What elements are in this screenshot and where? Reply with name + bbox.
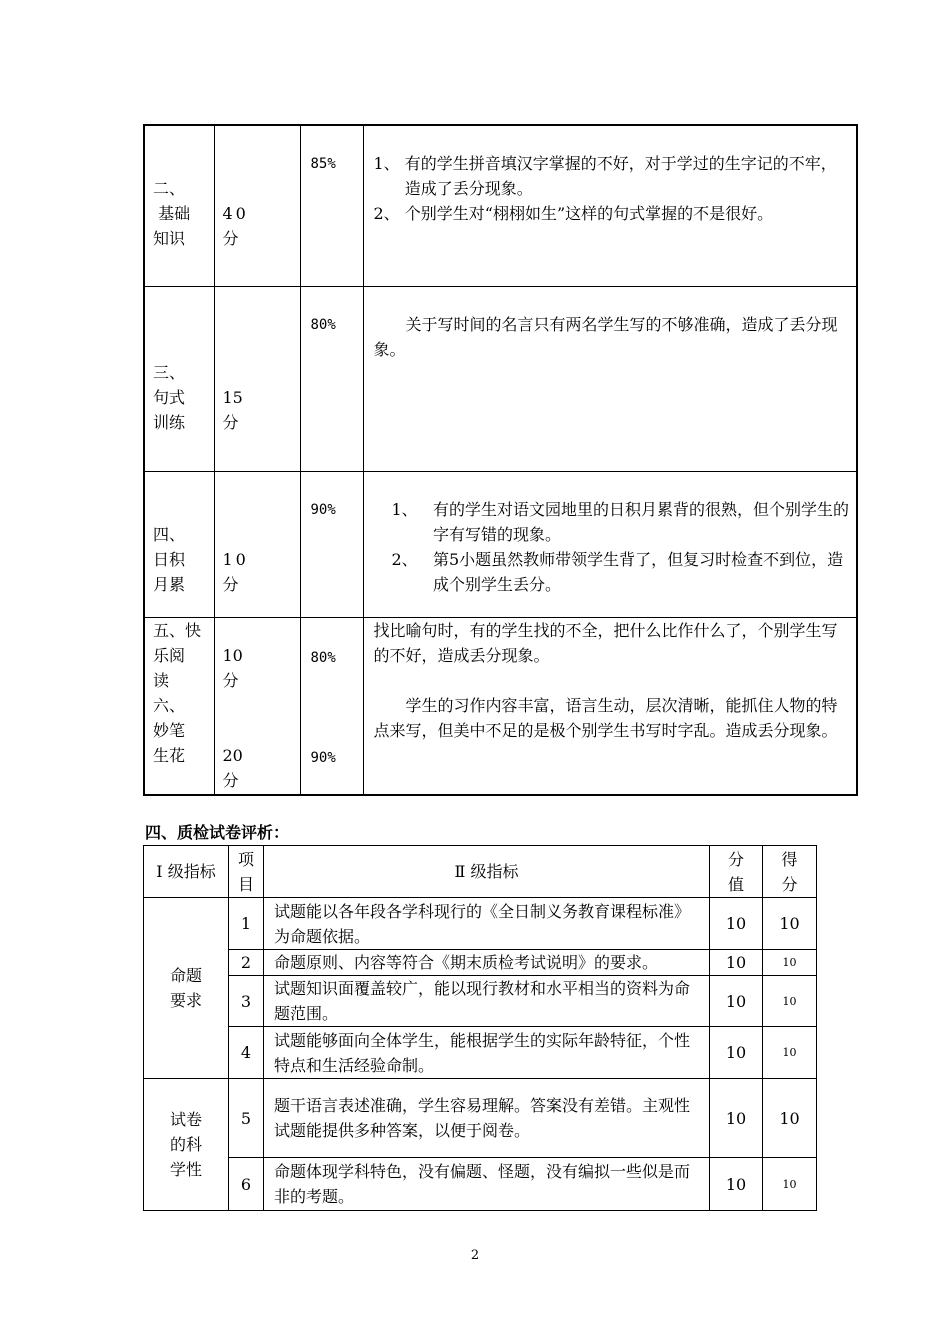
category-line: 知识 [153, 229, 186, 248]
table-header-row [144, 846, 817, 898]
category-line: 六、 [153, 695, 186, 715]
score-line: 10 [222, 645, 243, 665]
table-row [144, 898, 817, 950]
comment-cell [363, 617, 857, 795]
score-value: 10 [763, 1027, 817, 1079]
score-line: 分 [222, 574, 239, 594]
criterion-text: 试题能以各年段各学科现行的《全日制义务教育课程标准》为命题依据。 [264, 898, 710, 950]
rate-value: 90% [310, 749, 336, 766]
criterion-text: 题干语言表述准确，学生容易理解。答案没有差错。主观性试题能提供多种答案，以便于阅卷。 [264, 1079, 710, 1158]
score-line: 分 [222, 670, 239, 690]
header-score: 得分 [763, 846, 817, 898]
evaluation-table [143, 845, 817, 1211]
category-line: 日积 [153, 549, 186, 569]
category-line: 读 [153, 670, 170, 690]
item-text: 个别学生对“栩栩如生”这样的句式掌握的不是很好。 [404, 204, 774, 223]
comment-item [374, 201, 851, 226]
item-text: 第5小题虽然教师带领学生背了，但复习时检查不到位，造成个别学生丢分。 [432, 549, 844, 594]
table-row [144, 1079, 817, 1158]
score-value: 10 [763, 976, 817, 1027]
analysis-table [143, 124, 858, 796]
item-number: 2、 [373, 204, 405, 223]
category-line: 生花 [153, 745, 186, 765]
group-cell [144, 1079, 229, 1211]
points-value: 10 [710, 950, 763, 976]
table-row [144, 471, 857, 617]
rate-cell [300, 617, 363, 795]
item-number: 3 [229, 976, 264, 1027]
points-value: 10 [710, 1027, 763, 1079]
points-value: 10 [710, 1079, 763, 1158]
rate-value: 85% [310, 156, 336, 172]
header-item: 项目 [229, 846, 264, 898]
category-line: 四、 [153, 524, 186, 544]
comment-text: 关于写时间的名言只有两名学生写的不够准确，造成了丢分现象。 [373, 314, 838, 359]
group-name: 命题要求 [169, 966, 202, 1010]
comment-item [374, 151, 851, 201]
criterion-text: 试题能够面向全体学生，能根据学生的实际年龄特征，个性特点和生活经验命制。 [264, 1027, 710, 1079]
page-number: 2 [470, 1248, 480, 1263]
category-line: 三、 [153, 362, 186, 382]
score-cell [214, 125, 300, 286]
category-cell [144, 286, 214, 471]
item-number: 5 [229, 1079, 264, 1158]
category-cell [144, 125, 214, 286]
score-line: 20 [222, 745, 243, 765]
category-line: 二、 [153, 179, 186, 198]
score-line: 分 [222, 229, 239, 248]
item-text: 有的学生拼音填汉字掌握的不好，对于学过的生字记的不牢，造成了丢分现象。 [404, 154, 837, 198]
category-line: 妙笔 [153, 720, 186, 740]
table-row [144, 1027, 817, 1079]
header-points: 分值 [710, 846, 763, 898]
item-number: 1、 [391, 499, 433, 519]
score-line: 40 [222, 204, 249, 223]
group-name: 试卷的科学性 [169, 1110, 202, 1179]
group-cell [144, 898, 229, 1079]
criterion-text: 命题体现学科特色，没有偏题、怪题，没有编拟一些似是而非的考题。 [264, 1158, 710, 1211]
score-line: 15 [222, 387, 243, 407]
item-number: 2、 [391, 549, 433, 569]
points-value: 10 [710, 898, 763, 950]
points-value: 10 [710, 1158, 763, 1211]
criterion-text: 试题知识面覆盖较广，能以现行教材和水平相当的资料为命题范围。 [264, 976, 710, 1027]
comment-text: 学生的习作内容丰富，语言生动，层次清晰，能抓住人物的特点来写，但美中不足的是极个别学生书写时字乱。造成丢分现象。 [373, 695, 838, 740]
rate-value: 80% [310, 649, 336, 666]
category-line: 句式 [153, 387, 186, 407]
comment-item [392, 547, 851, 597]
section-title: 四、质检试卷评析： [145, 823, 290, 842]
score-line: 10 [222, 549, 249, 569]
category-line: 月累 [153, 574, 186, 594]
category-cell [144, 617, 214, 795]
rate-cell [300, 286, 363, 471]
comment-cell [363, 286, 857, 471]
item-number: 2 [229, 950, 264, 976]
score-value: 10 [763, 1158, 817, 1211]
item-number: 1、 [373, 154, 405, 173]
category-line: 基础 [153, 204, 191, 223]
item-number: 4 [229, 1027, 264, 1079]
header-level1: Ⅰ 级指标 [144, 846, 229, 898]
table-row [144, 1158, 817, 1211]
header-level2: Ⅱ 级指标 [264, 846, 710, 898]
table-row [144, 950, 817, 976]
rate-value: 80% [310, 316, 336, 333]
rate-cell [300, 125, 363, 286]
score-value: 10 [763, 1079, 817, 1158]
score-value: 10 [763, 950, 817, 976]
category-line: 训练 [153, 412, 186, 432]
points-value: 10 [710, 976, 763, 1027]
item-number: 6 [229, 1158, 264, 1211]
item-number: 1 [229, 898, 264, 950]
category-line: 五、快 [153, 620, 202, 640]
score-value: 10 [763, 898, 817, 950]
score-line: 分 [222, 770, 239, 790]
item-text: 有的学生对语文园地里的日积月累背的很熟，但个别学生的字有写错的现象。 [432, 499, 849, 544]
table-row [144, 976, 817, 1027]
table-row [144, 125, 857, 286]
comment-text: 找比喻句时，有的学生找的不全，把什么比作什么了，个别学生写的不好，造成丢分现象。 [373, 620, 838, 665]
comment-cell [363, 125, 857, 286]
criterion-text: 命题原则、内容等符合《期末质检考试说明》的要求。 [264, 950, 710, 976]
table-row [144, 617, 857, 795]
rate-value: 90% [310, 501, 336, 518]
score-cell [214, 617, 300, 795]
category-line: 乐阅 [153, 645, 186, 665]
table-row [144, 286, 857, 471]
score-line: 分 [222, 412, 239, 432]
comment-cell [363, 471, 857, 617]
score-cell [214, 286, 300, 471]
category-cell [144, 471, 214, 617]
score-cell [214, 471, 300, 617]
comment-item [392, 497, 851, 547]
rate-cell [300, 471, 363, 617]
